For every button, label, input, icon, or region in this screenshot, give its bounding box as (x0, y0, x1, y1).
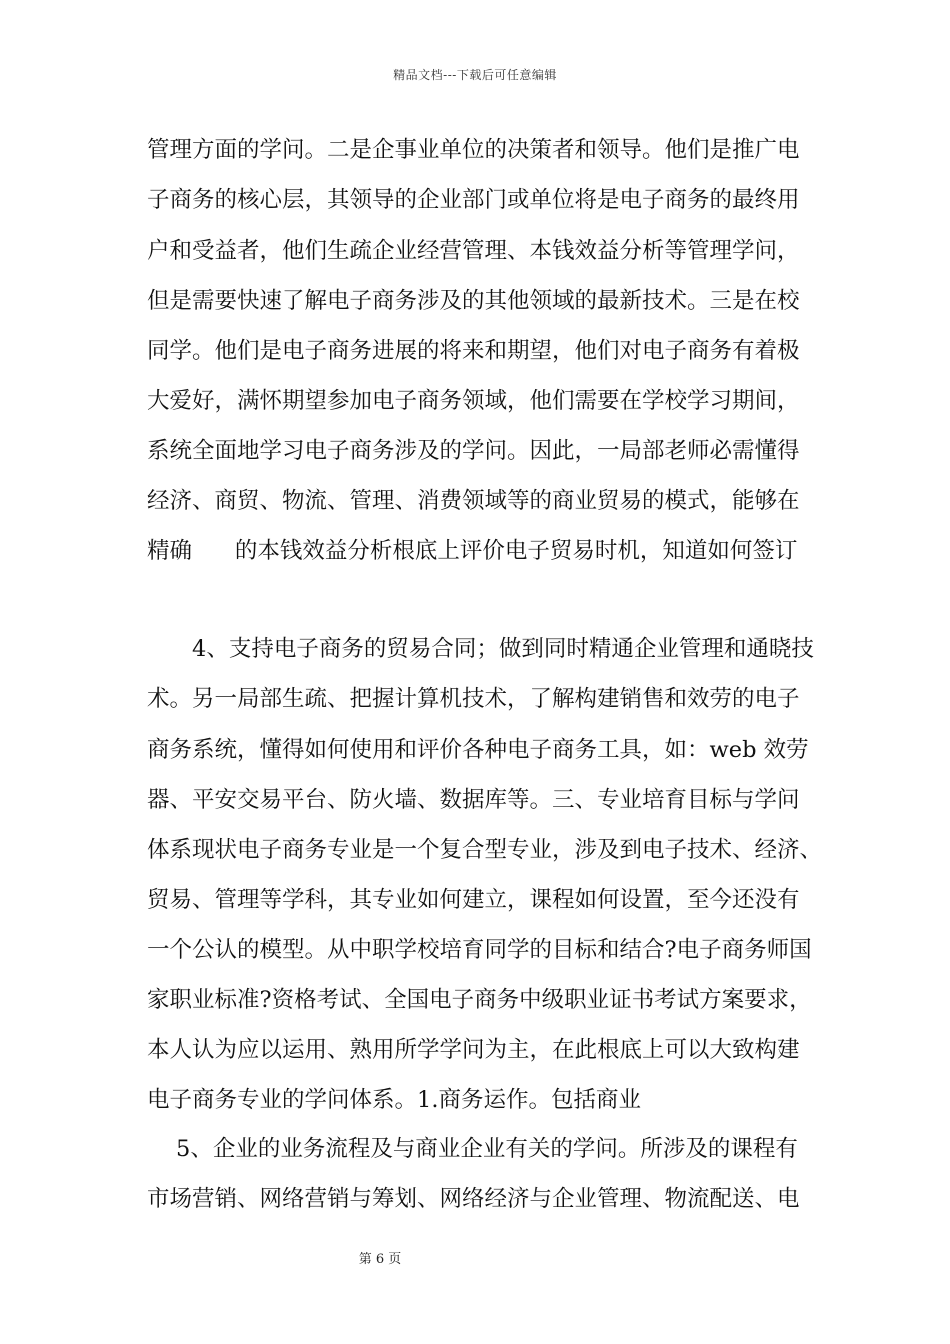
text-line: 精确 的本钱效益分析根底上评价电子贸易时机，知道如何签订 (147, 538, 798, 564)
text-line: 子商务的核心层，其领导的企业部门或单位将是电子商务的最终用 (147, 187, 800, 213)
text-line: 市场营销、网络营销与筹划、网络经济与企业管理、物流配送、电 (147, 1186, 800, 1212)
text-line: 电子商务专业的学问体系。1.商务运作。包括商业 (147, 1087, 641, 1113)
text-line: 商务系统，懂得如何使用和评价各种电子商务工具，如：web 效劳 (147, 737, 809, 763)
text-line: 器、平安交易平台、防火墙、数据库等。三、专业培育目标与学问 (147, 787, 800, 813)
paragraph-first-line: 5、企业的业务流程及与商业企业有关的学问。所涉及的课程有 (176, 1136, 798, 1162)
text-line: 体系现状电子商务专业是一个复合型专业，涉及到电子技术、经济、 (147, 837, 823, 863)
text-line: 术。另一局部生疏、把握计算机技术，了解构建销售和效劳的电子 (147, 686, 800, 712)
text-line: 大爱好，满怀期望参加电子商务领域，他们需要在学校学习期间， (147, 388, 800, 414)
page-header: 精品文档---下载后可任意编辑 (393, 68, 557, 82)
text-line: 管理方面的学问。二是企事业单位的决策者和领导。他们是推广电 (147, 137, 800, 163)
page-number: 第 6 页 (358, 1252, 402, 1267)
text-line: 经济、商贸、物流、管理、消费领域等的商业贸易的模式，能够在 (147, 488, 800, 514)
text-line: 贸易、管理等学科，其专业如何建立，课程如何设置，至今还没有 (147, 887, 800, 913)
text-line: 一个公认的模型。从中职学校培育同学的目标和结合?电子商务师国 (147, 937, 812, 963)
text-line: 户和受益者，他们生疏企业经营管理、本钱效益分析等管理学问， (147, 238, 800, 264)
text-line: 同学。他们是电子商务进展的将来和期望，他们对电子商务有着极 (147, 338, 800, 364)
text-line: 系统全面地学习电子商务涉及的学问。因此，一局部老师必需懂得 (147, 438, 800, 464)
text-line: 家职业标准?资格考试、全国电子商务中级职业证书考试方案要求， (147, 987, 812, 1013)
text-line: 但是需要快速了解电子商务涉及的其他领域的最新技术。三是在校 (147, 288, 800, 314)
text-line: 本人认为应以运用、熟用所学学问为主，在此根底上可以大致构建 (147, 1037, 800, 1063)
paragraph-first-line: 4、支持电子商务的贸易合同；做到同时精通企业管理和通晓技 (192, 636, 814, 662)
